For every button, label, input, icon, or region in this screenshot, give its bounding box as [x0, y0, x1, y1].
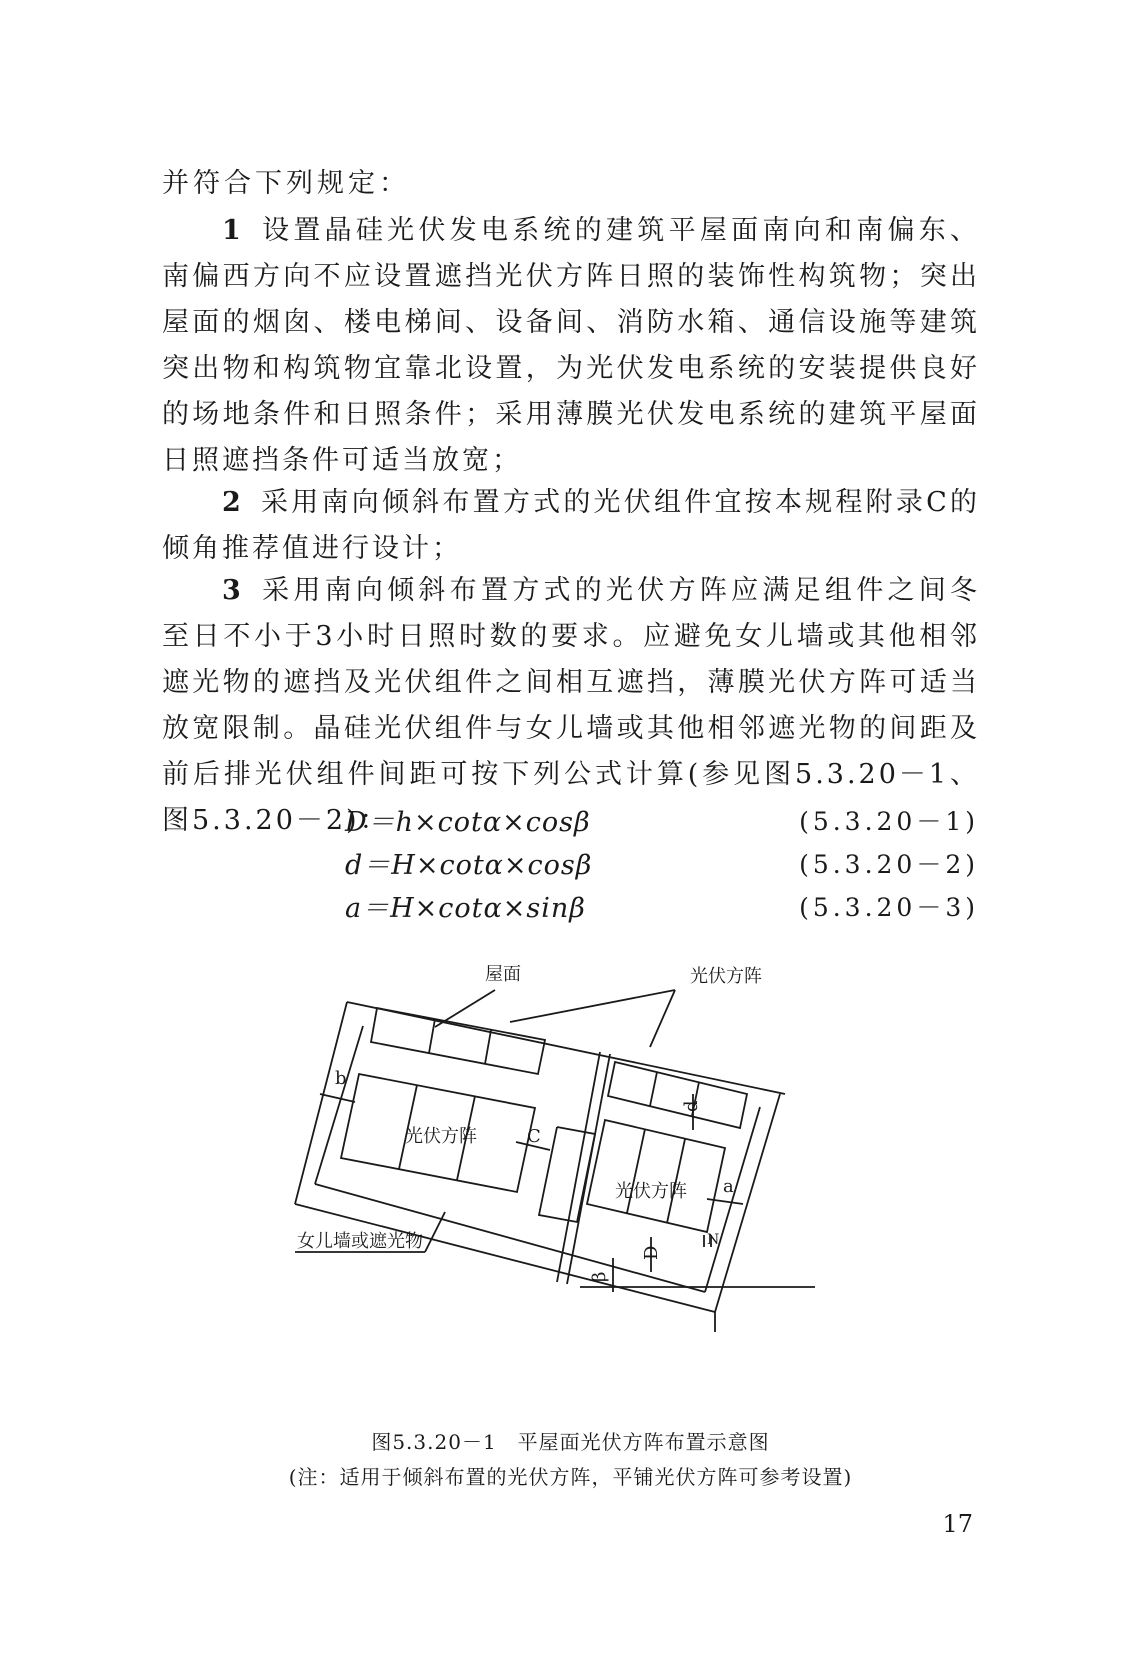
- parapet-outer-right: [715, 1094, 780, 1312]
- label-wall: 女儿墙或遮光物: [297, 1231, 423, 1252]
- label-pv-left: 光伏方阵: [405, 1126, 477, 1147]
- item-text: 设置晶硅光伏发电系统的建筑平屋面南向和南偏东、南偏西方向不应设置遮挡光伏方阵日照的装饰性构筑物；突出屋面的烟囱、楼电梯间、设备间、消防水箱、通信设施等建筑突出物和构筑物宜靠北设置，为光伏发电系统的安装提供良好的场地条件和日照条件；采用薄膜光伏发电系统的建筑平屋面日照遮挡条件可适当放宽；: [162, 215, 980, 476]
- roof-layout-diagram: [295, 964, 845, 1414]
- label-d: d: [681, 1100, 702, 1112]
- item-number: 2: [222, 487, 241, 518]
- formula-2-number: (5.3.20－2): [799, 850, 979, 879]
- parapet-outer-top: [347, 1002, 785, 1094]
- item-number: 1: [222, 215, 241, 246]
- clause-item-2: [162, 480, 980, 572]
- formula-1: D＝h×cotα×cosβ: [345, 807, 591, 838]
- label-D: D: [641, 1245, 662, 1260]
- label-c: C: [527, 1126, 541, 1147]
- label-a: a: [723, 1176, 734, 1197]
- item-number: 3: [222, 575, 241, 606]
- item-text: 采用南向倾斜布置方式的光伏方阵应满足组件之间冬至日不小于3小时日照时数的要求。应避免女儿墙或其他相邻遮光物的遮挡及光伏组件之间相互遮挡，薄膜光伏方阵可适当放宽限制。晶硅光伏组件与女儿墙或其他相邻遮光物的间距及前后排光伏组件间距可按下列公式计算(参见图5.3.20－1、图5.3.20－2)：: [162, 575, 980, 836]
- label-roof: 屋面: [485, 964, 521, 985]
- formula-2: d＝H×cotα×cosβ: [345, 850, 593, 881]
- page-number: 17: [942, 1510, 973, 1538]
- formula-1-number: (5.3.20－1): [799, 807, 979, 836]
- figure-caption: 图5.3.20－1 平屋面光伏方阵布置示意图: [371, 1430, 770, 1454]
- label-beta: β: [589, 1271, 610, 1282]
- leader-roof: [435, 990, 495, 1027]
- pv-array-right: [587, 1120, 725, 1232]
- label-b: b: [335, 1068, 347, 1089]
- roof-structure-left: [371, 1008, 545, 1074]
- figure-note: (注：适用于倾斜布置的光伏方阵，平铺光伏方阵可参考设置): [288, 1465, 853, 1489]
- clause-item-1: [162, 208, 980, 484]
- lead-text: 并符合下列规定：: [162, 168, 410, 199]
- label-north: N: [707, 1232, 720, 1248]
- label-pv-right: 光伏方阵: [615, 1181, 687, 1202]
- formula-3: a＝H×cotα×sinβ: [345, 893, 586, 924]
- formula-3-number: (5.3.20－3): [799, 893, 979, 922]
- item-text: 采用南向倾斜布置方式的光伏组件宜按本规程附录C的倾角推荐值进行设计；: [162, 487, 980, 564]
- label-pv-top: 光伏方阵: [690, 966, 762, 987]
- leader-pv-top: [510, 990, 675, 1022]
